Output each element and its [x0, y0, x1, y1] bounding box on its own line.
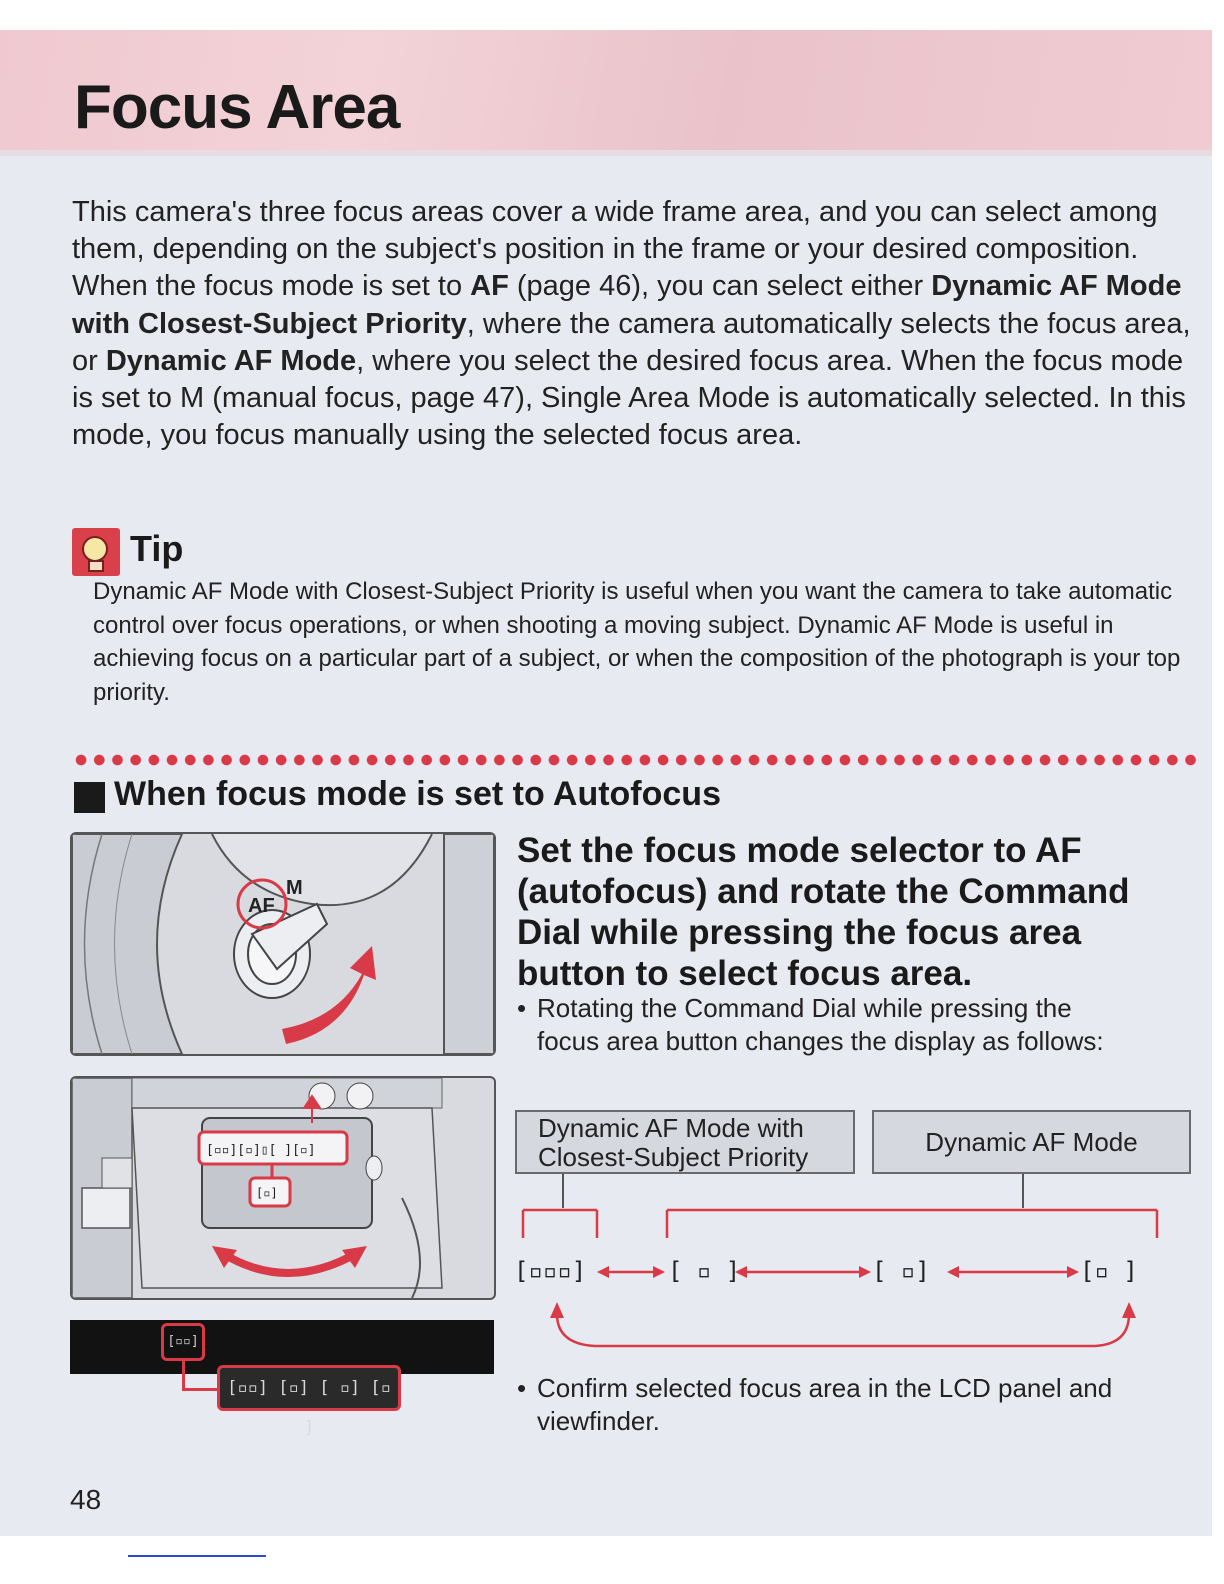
dotted-divider [72, 750, 1200, 770]
intro-paragraph [72, 194, 1192, 454]
focus-symbol-all: [▫▫▫] [514, 1257, 587, 1285]
bullet-rotating-dial [517, 992, 1197, 1058]
manual-page [0, 30, 1212, 1536]
bottom-link-underline [128, 1555, 266, 1557]
intro-bold-af: AF [470, 270, 509, 303]
intro-text-4: , where you select the desired focus area. When the focus mode is set to M (manual focus, page 47), Single Area Mode is automatically selected. In this mode, you focus manually using the selected focus area. [72, 344, 1186, 452]
bullet1-line2: focus area button changes the display as follows: [537, 1026, 1104, 1056]
selector-m-label: M [286, 877, 303, 899]
viewfinder-focus-marker: [▫▫] [161, 1323, 205, 1361]
bullet2-line2: viewfinder. [537, 1406, 660, 1436]
selector-af-label: AF [248, 895, 275, 917]
page-number: 48 [70, 1484, 102, 1515]
intro-bold-dynamic: Dynamic AF Mode [105, 344, 357, 377]
mode-box-closest-subject [515, 1110, 855, 1174]
tip-text: Dynamic AF Mode with Closest-Subject Priority is useful when you want the camera to take automatic control over focus operations, or when shooting a moving subject. Dynamic AF Mode is useful in achieving focus on a particular part of a subject, or when the composition of the photograph is your top priority. [93, 578, 1181, 706]
section-square-icon [74, 782, 105, 813]
lightbulb-icon [72, 528, 120, 576]
intro-bold-dynamic-closest: Dynamic AF Mode with Closest-Subject Priority [72, 270, 1182, 340]
mode-box-dynamic: Dynamic AF Mode [872, 1110, 1191, 1174]
focus-symbol-center: [ ▫ ] [668, 1257, 741, 1285]
bullet2-line1: Confirm selected focus area in the LCD panel and [537, 1373, 1113, 1403]
tip-title: Tip [130, 528, 184, 569]
mode1-line2: Closest-Subject Priority [538, 1142, 809, 1172]
intro-text-3: , where the camera automatically selects the focus area, or [72, 307, 1191, 377]
mode1-line1: Dynamic AF Mode with [538, 1113, 804, 1143]
focus-symbol-left: [▫ ] [1080, 1257, 1138, 1285]
bullet-dot: • [517, 993, 527, 1023]
viewfinder-focus-callout: [▫▫] [▫] [ ▫] [▫ ] [217, 1365, 401, 1411]
lcd-single-label: [▫] [256, 1186, 278, 1200]
lcd-panel-illustration [70, 1076, 496, 1300]
intro-text-2: (page 46), you can select either [508, 270, 932, 303]
intro-text-1: This camera's three focus areas cover a wide frame area, and you can select among them, depending on the subject's position in the frame or your desired composition. When the focus mode is set to [72, 196, 1158, 303]
bullet-dot: • [517, 1373, 527, 1403]
page-title: Focus Area [74, 73, 400, 142]
lcd-row-label: [▫▫][▫]▯[ ][▫] [206, 1143, 316, 1158]
step-heading: Set the focus mode selector to AF (autofocus) and rotate the Command Dial while pressing the focus area button to select focus area. [517, 831, 1130, 993]
bullet-confirm [517, 1372, 1197, 1438]
bullet1-line1: Rotating the Command Dial while pressing the [537, 993, 1072, 1023]
section-title: When focus mode is set to Autofocus [114, 775, 721, 813]
focus-symbol-right: [ ▫] [872, 1257, 930, 1285]
focus-mode-selector-illustration [70, 832, 496, 1056]
